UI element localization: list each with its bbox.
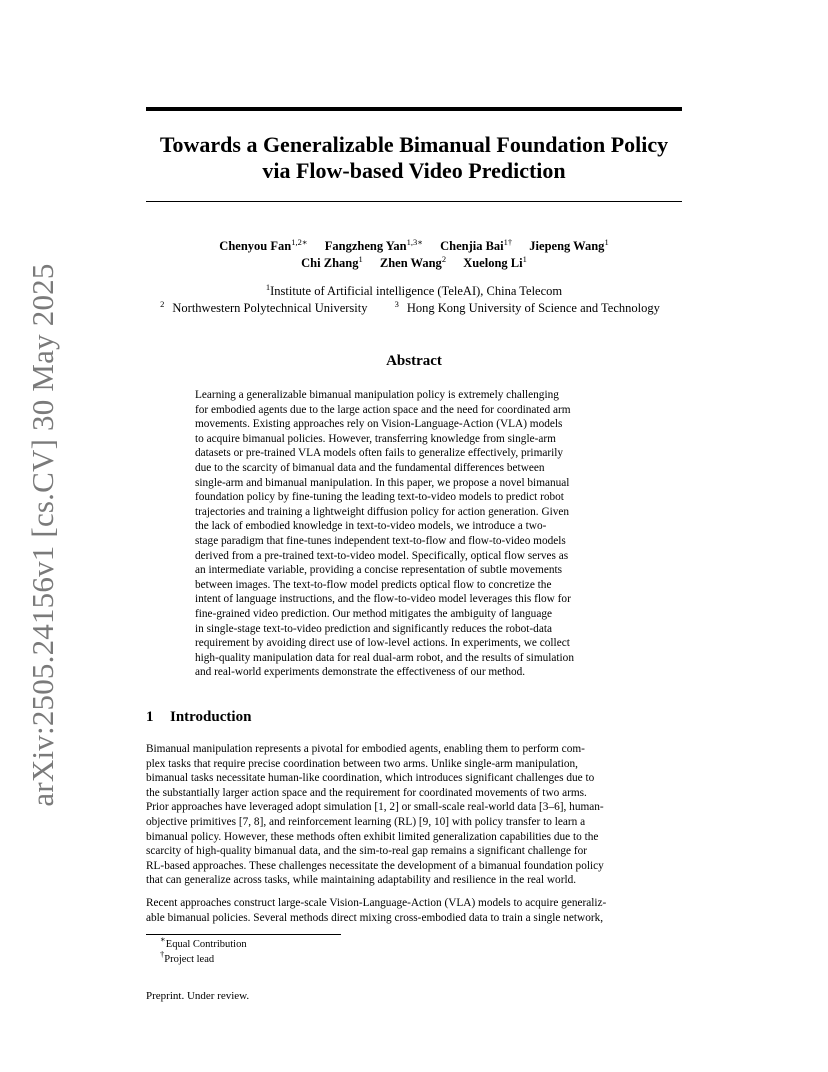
intro-paragraph-2 (146, 896, 682, 925)
intro-paragraph-1 (146, 742, 682, 888)
abstract-line: an intermediate variable, providing a concise representation of subtle movements (195, 564, 563, 577)
title-bottom-rule (146, 201, 682, 202)
affiliation-row-2 (146, 300, 682, 317)
body-line: that can generalize across tasks, while maintaining adaptability and resilience in the real world. (146, 874, 577, 887)
abstract-line: intent of language instructions, and the flow-to-video model leverages this flow for (195, 593, 571, 606)
section-title: Introduction (170, 709, 252, 725)
title-line-2: via Flow-based Video Prediction (262, 158, 566, 183)
abstract-line: high-quality manipulation data for real dual-arm robot, and the results of simulation (195, 651, 574, 664)
body-line: scarcity of high-quality bimanual data, and the sim-to-real gap remains a significant challenge for (146, 845, 588, 858)
body-line: the substantially larger action space and the requirement for coordinated movements of two arms. (146, 786, 587, 799)
abstract-line: foundation policy by fine-tuning the leading text-to-video models to predict robot (195, 491, 564, 504)
affiliations (146, 283, 682, 317)
preprint-notice: Preprint. Under review. (146, 990, 250, 1002)
body-line: plex tasks that require precise coordination between two arms. Unlike single-arm manipulation, (146, 757, 578, 770)
footnote: †Project lead (160, 949, 215, 965)
abstract-line: trajectories and training a lightweight diffusion policy for action generation. Given (195, 505, 570, 518)
body-line: able bimanual policies. Several methods direct mixing cross-embodied data to train a single network, (146, 911, 604, 924)
body-line: objective primitives [7, 8], and reinforcement learning (RL) [9, 10] with policy transfer to learn a (146, 815, 586, 828)
abstract-heading: Abstract (386, 353, 442, 369)
author: Xuelong Li$^1$ (463, 254, 527, 270)
author-row-1 (146, 238, 682, 255)
abstract-body (195, 388, 633, 680)
abstract-line: and real-world experiments demonstrate the effectiveness of our method. (195, 666, 526, 679)
abstract-line: in single-stage text-to-video prediction and significantly reduces the robot-data (195, 622, 552, 635)
title-top-rule (146, 107, 682, 111)
author: Chenyou Fan$^{1,2∗}$ (219, 237, 308, 253)
section-heading (146, 709, 251, 726)
affiliation: $^1$Institute of Artificial intelligence (TeleAI), China Telecom (265, 282, 563, 298)
abstract-line: for embodied agents due to the large action space and the need for coordinated arm (195, 403, 571, 416)
author: Chenjia Bai$^{1\dagger}$ (440, 237, 513, 253)
body-line: bimanual tasks necessitate human-like coordination, which introduces significant challenges due to (146, 772, 595, 785)
abstract-line: datasets or pre-trained VLA models often fails to generalize effectively, primarily (195, 447, 564, 460)
footnotes (160, 934, 247, 967)
abstract-line: due to the scarcity of bimanual data and the fundamental differences between (195, 461, 545, 474)
section-number: 1 (146, 709, 154, 725)
abstract-line: requirement by avoiding direct use of low-level actions. In experiments, we collect (195, 637, 570, 650)
author-row-2 (146, 255, 682, 272)
arxiv-sidebar (6, 0, 66, 1072)
author: Zhen Wang$^2$ (379, 254, 447, 270)
footnote: ∗Equal Contribution (160, 934, 247, 950)
abstract-line: Learning a generalizable bimanual manipulation policy is extremely challenging (195, 389, 559, 401)
author-list (146, 238, 682, 272)
author: Chi Zhang$^1$ (301, 254, 363, 270)
abstract-line: fine-grained video prediction. Our method mitigates the ambiguity of language (195, 607, 553, 620)
author: Fangzheng Yan$^{1,3∗}$ (324, 237, 423, 253)
arxiv-identifier: arXiv:2505.24156v1 [cs.CV] 30 May 2025 (25, 263, 60, 807)
body-line: Prior approaches have leveraged adopt simulation [1, 2] or small-scale real-world data [3–6], human- (146, 801, 604, 814)
affiliation: $^2$ Northwestern Polytechnical University (160, 299, 368, 315)
abstract-line: the lack of embodied knowledge in text-to-video models, we introduce a two- (195, 520, 547, 533)
body-line: bimanual policy. However, these methods often exhibit limited generalization capabilities due to the (146, 830, 599, 843)
body-line: Bimanual manipulation represents a pivotal for embodied agents, enabling them to perform com- (146, 743, 585, 755)
body-line: Recent approaches construct large-scale Vision-Language-Action (VLA) models to acquire generaliz- (146, 897, 607, 909)
affiliation: $^3$ Hong Kong University of Science and Technology (394, 299, 660, 315)
abstract-line: movements. Existing approaches rely on Vision-Language-Action (VLA) models (195, 418, 563, 431)
title-line-1: Towards a Generalizable Bimanual Foundation Policy (159, 132, 669, 157)
abstract-line: single-arm and bimanual manipulation. In this paper, we propose a novel bimanual (195, 476, 570, 489)
abstract-line: stage paradigm that fine-tunes independent text-to-flow and flow-to-video models (195, 534, 566, 547)
footnote-rule (146, 934, 341, 935)
abstract-line: to acquire bimanual policies. However, transferring knowledge from single-arm (195, 432, 556, 445)
abstract-line: between images. The text-to-flow model predicts optical flow to concretize the (195, 578, 552, 591)
body-line: RL-based approaches. These challenges necessitate the development of a bimanual foundation policy (146, 859, 604, 872)
paper-title (146, 132, 682, 184)
abstract-line: derived from a pre-trained text-to-video model. Specifically, optical flow serves as (195, 549, 569, 562)
author: Jiepeng Wang$^1$ (529, 237, 609, 253)
